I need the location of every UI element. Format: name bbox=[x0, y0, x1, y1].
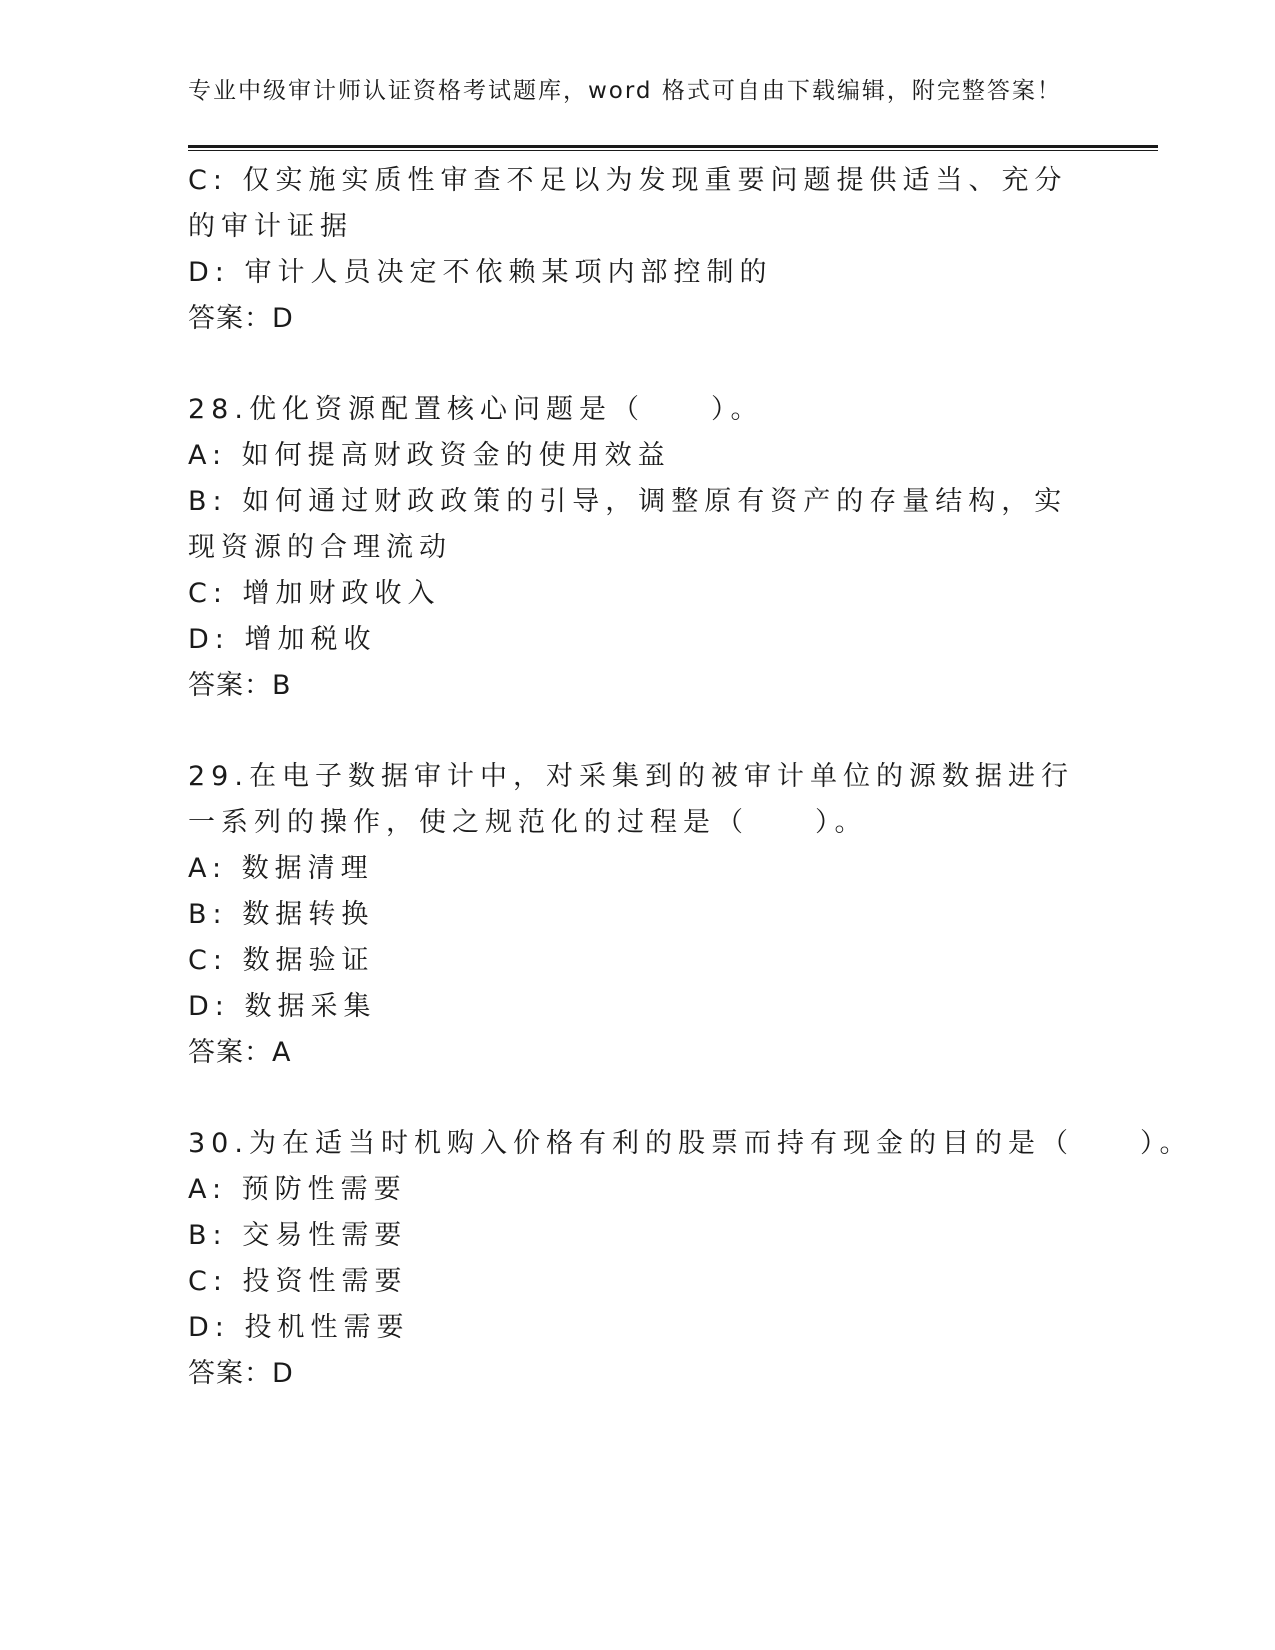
spacer bbox=[188, 709, 1088, 754]
option-a: A: 如何提高财政资金的使用效益 bbox=[188, 440, 671, 471]
option-a: A: 数据清理 bbox=[188, 853, 374, 884]
answer: 答案：D bbox=[188, 1358, 294, 1389]
page-header: 专业中级审计师认证资格考试题库，word 格式可自由下载编辑，附完整答案！ bbox=[188, 78, 1062, 104]
option-d: D: 审计人员决定不依赖某项内部控制的 bbox=[188, 257, 773, 288]
option-c: C: 增加财政收入 bbox=[188, 578, 441, 609]
header-divider-thin bbox=[188, 150, 1158, 151]
option-c: C: 数据验证 bbox=[188, 945, 375, 976]
option-b: B: 如何通过财政政策的引导，调整原有资产的存量结构，实现资源的合理流动 bbox=[188, 486, 1068, 563]
option-d: D: 数据采集 bbox=[188, 991, 377, 1022]
answer: 答案：B bbox=[188, 670, 292, 701]
option-d: D: 增加税收 bbox=[188, 624, 377, 655]
spacer bbox=[188, 1076, 1088, 1121]
answer: 答案：A bbox=[188, 1037, 292, 1068]
answer: 答案：D bbox=[188, 303, 294, 334]
question-content bbox=[188, 158, 1193, 1397]
option-b: B: 交易性需要 bbox=[188, 1220, 408, 1251]
option-c: C: 仅实施实质性审查不足以为发现重要问题提供适当、充分的审计证据 bbox=[188, 165, 1068, 242]
option-b: B: 数据转换 bbox=[188, 899, 375, 930]
header-divider bbox=[188, 145, 1158, 148]
option-d: D: 投机性需要 bbox=[188, 1312, 410, 1343]
question-stem: 30.为在适当时机购入价格有利的股票而持有现金的目的是（ ）。 bbox=[188, 1128, 1193, 1159]
option-c: C: 投资性需要 bbox=[188, 1266, 408, 1297]
spacer bbox=[188, 342, 1088, 387]
option-a: A: 预防性需要 bbox=[188, 1174, 407, 1205]
question-stem: 29.在电子数据审计中，对采集到的被审计单位的源数据进行一系列的操作，使之规范化的过程是（ ）。 bbox=[188, 761, 1074, 838]
question-stem: 28.优化资源配置核心问题是（ ）。 bbox=[188, 394, 764, 425]
